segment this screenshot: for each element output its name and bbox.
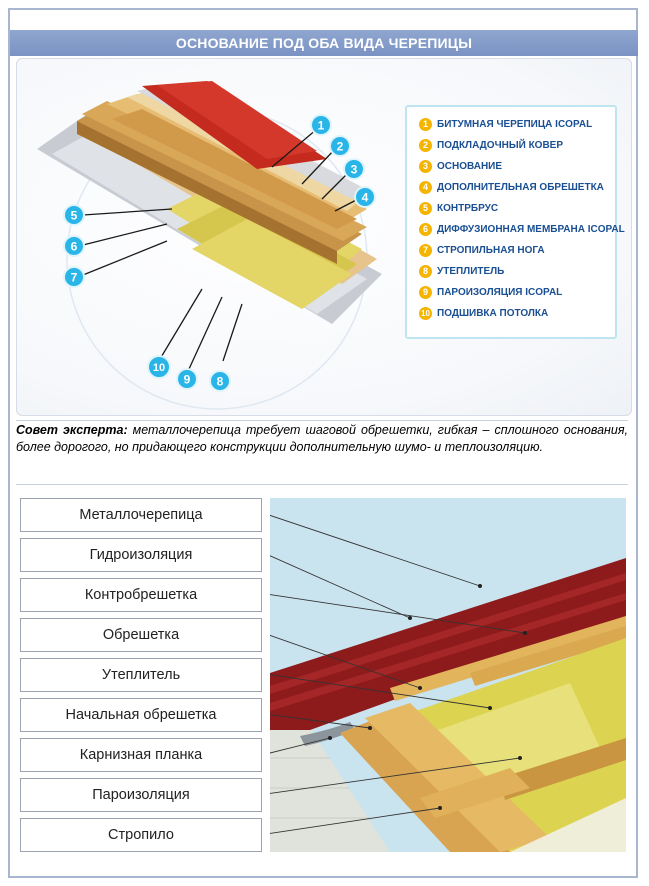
legend-item xyxy=(419,304,548,322)
legend-item xyxy=(419,199,498,217)
legend-item xyxy=(419,241,545,259)
marker-1 xyxy=(311,115,331,135)
expert-tip-text: металлочерепица требует шаговой обрешетки, гибкая – сплошного основания, более дорогого, но придающего конструкции дополнительную шумо- и теплоизоляцию. xyxy=(16,423,628,454)
diagram-legend xyxy=(405,105,625,339)
legend-label: ОСНОВАНИЕ xyxy=(437,160,503,172)
layer-label-lath: Обрешетка xyxy=(20,618,262,652)
marker-2 xyxy=(330,136,350,156)
metal-roof-photo xyxy=(270,498,626,852)
legend-label: ПОДКЛАДОЧНЫЙ КОВЕР xyxy=(437,139,564,151)
legend-number: 4 xyxy=(419,181,432,194)
layer-label-waterproofing: Гидроизоляция xyxy=(20,538,262,572)
legend-label: ДИФФУЗИОННАЯ МЕМБРАНА ICOPAL xyxy=(437,223,625,235)
legend-item xyxy=(419,220,625,238)
legend-number: 6 xyxy=(419,223,432,236)
marker-8 xyxy=(210,371,230,391)
legend-number: 8 xyxy=(419,265,432,278)
marker-6 xyxy=(64,236,84,256)
legend-number: 7 xyxy=(419,244,432,257)
layer-label-rafter: Стропило xyxy=(20,818,262,852)
svg-text:5: 5 xyxy=(70,208,78,223)
marker-5 xyxy=(64,205,84,225)
svg-text:8: 8 xyxy=(216,374,224,389)
svg-text:9: 9 xyxy=(183,372,191,387)
marker-10 xyxy=(148,356,170,378)
legend-label: УТЕПЛИТЕЛЬ xyxy=(437,265,505,277)
svg-text:1: 1 xyxy=(317,118,325,133)
page-title: ОСНОВАНИЕ ПОД ОБА ВИДА ЧЕРЕПИЦЫ xyxy=(10,30,638,56)
marker-7 xyxy=(64,267,84,287)
legend-item xyxy=(419,283,562,301)
marker-9 xyxy=(177,369,197,389)
expert-tip xyxy=(16,420,628,485)
legend-item xyxy=(419,115,592,133)
metal-roof-illustration xyxy=(270,498,626,852)
legend-number: 3 xyxy=(419,160,432,173)
legend-item xyxy=(419,262,504,280)
legend-label: КОНТРБРУС xyxy=(437,202,499,214)
legend-label: БИТУМНАЯ ЧЕРЕПИЦА ICOPAL xyxy=(437,118,593,130)
layer-label-eaves-strip: Карнизная планка xyxy=(20,738,262,772)
svg-text:10: 10 xyxy=(152,362,166,374)
legend-label: ПАРОИЗОЛЯЦИЯ ICOPAL xyxy=(437,286,563,298)
svg-text:2: 2 xyxy=(336,139,344,154)
layer-label-metal-tile: Металлочерепица xyxy=(20,498,262,532)
legend-number: 2 xyxy=(419,139,432,152)
legend-item xyxy=(419,136,563,154)
legend-label: ДОПОЛНИТЕЛЬНАЯ ОБРЕШЕТКА xyxy=(437,181,604,193)
legend-item xyxy=(419,178,604,196)
layer-label-insulation: Утеплитель xyxy=(20,658,262,692)
layer-label-vapor-barrier: Пароизоляция xyxy=(20,778,262,812)
marker-3 xyxy=(344,159,364,179)
marker-4 xyxy=(355,187,375,207)
legend-number: 1 xyxy=(419,118,432,131)
legend-number: 10 xyxy=(419,307,432,320)
legend-label: ПОДШИВКА ПОТОЛКА xyxy=(437,307,549,319)
legend-item xyxy=(419,157,502,175)
expert-tip-lead: Совет эксперта: xyxy=(16,423,128,437)
svg-text:7: 7 xyxy=(70,270,78,285)
svg-text:6: 6 xyxy=(70,239,78,254)
svg-text:3: 3 xyxy=(350,162,358,177)
legend-number: 5 xyxy=(419,202,432,215)
legend-label: СТРОПИЛЬНАЯ НОГА xyxy=(437,244,545,256)
layer-label-initial-lath: Начальная обрешетка xyxy=(20,698,262,732)
layer-label-counter-lath: Контробрешетка xyxy=(20,578,262,612)
svg-text:4: 4 xyxy=(361,190,369,205)
legend-number: 9 xyxy=(419,286,432,299)
